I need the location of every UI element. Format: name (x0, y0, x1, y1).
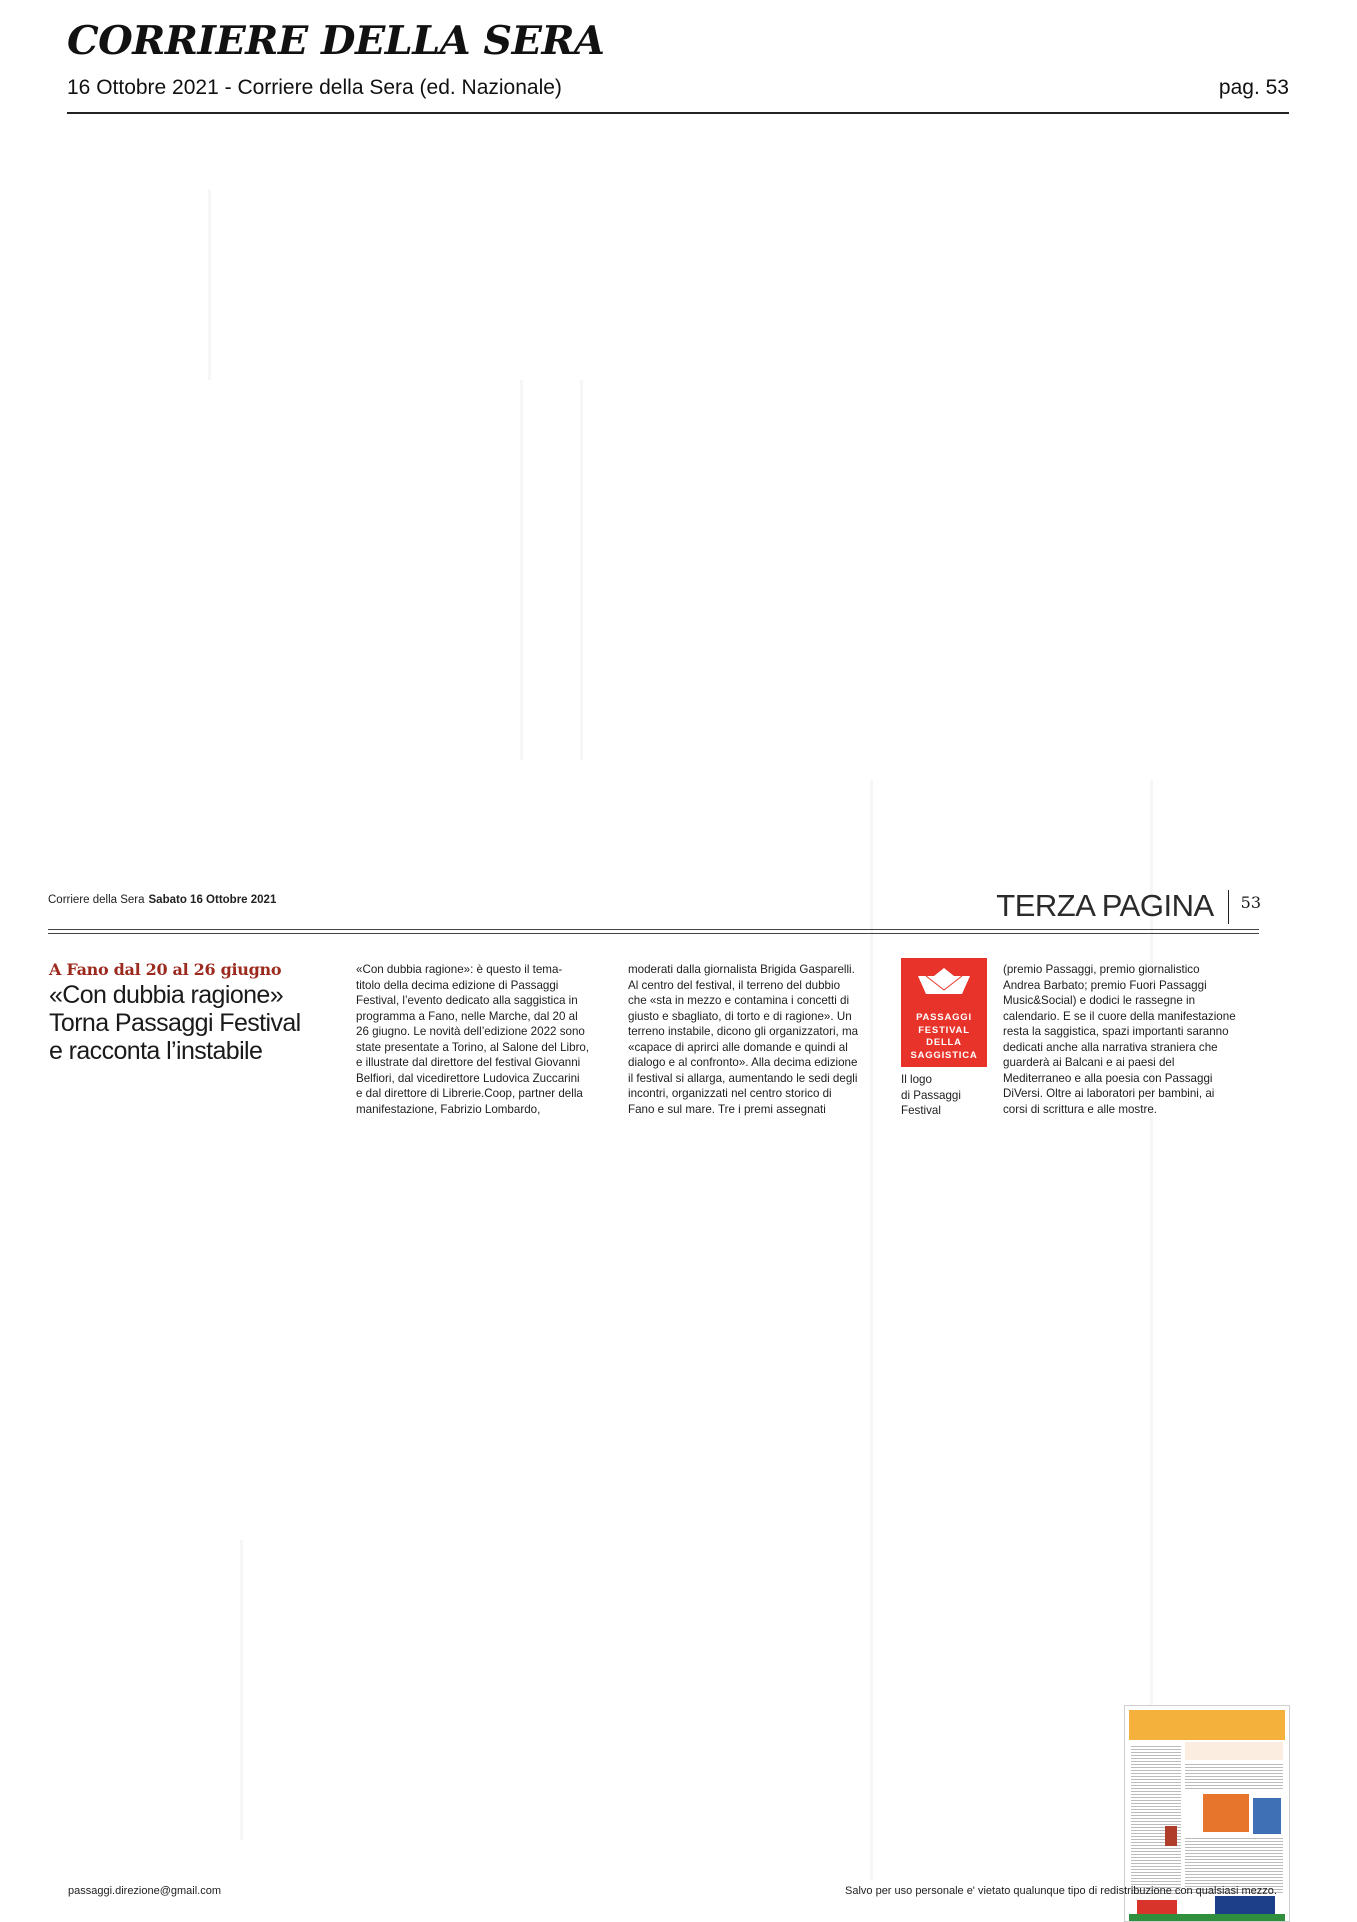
footer-email: passaggi.direzione@gmail.com (68, 1885, 222, 1897)
article-column-2 (628, 962, 884, 1117)
strip-rule (48, 929, 1259, 930)
article-column-1 (356, 962, 612, 1117)
text-line: 26 giugno. Le novità dell’edizione 2022 sono (356, 1025, 585, 1038)
caption-line: Il logo (901, 1073, 932, 1086)
thumbnail-text-block (1131, 1746, 1181, 1896)
page-label: pag. 53 (1218, 76, 1289, 99)
text-line: Andrea Barbato; premio Fuori Passaggi (1003, 978, 1207, 992)
headline-line: Torna Passaggi Festival (49, 1009, 301, 1037)
article-column-3 (1003, 962, 1265, 1117)
paper-date: Sabato 16 Ottobre 2021 (148, 894, 277, 906)
text-line: titolo della decima edizione di Passaggi (356, 978, 559, 992)
text-line: dialogo e al confronto». Alla decima edizione (628, 1056, 858, 1069)
text-line: «Con dubbia ragione»: è questo il tema- (356, 963, 563, 976)
text-line: «capace di aprirci alle domande e quindi al (628, 1040, 848, 1054)
article-kicker: A Fano dal 20 al 26 giugno (49, 960, 282, 979)
text-line: Music&Social) e dodici le rassegne in (1003, 994, 1196, 1007)
caption-line: di Passaggi (901, 1088, 961, 1102)
scan-ghost-mark (208, 190, 211, 380)
text-line: giusto e sbagliato, di torto e di ragione». Un (628, 1009, 852, 1023)
headline-line: «Con dubbia ragione» (49, 981, 284, 1009)
headline-line: e racconta l’instabile (49, 1037, 263, 1065)
text-line: dedicati anche alla narrativa straniera che (1003, 1040, 1218, 1054)
text-line: il festival si allarga, aumentando le sedi degli (628, 1071, 858, 1085)
text-line: incontri, organizzati nel centro storico di (628, 1087, 832, 1100)
thumbnail-image (1165, 1826, 1177, 1846)
logo-wordmark (901, 1012, 987, 1062)
text-line: Festival, l’evento dedicato alla saggistica in (356, 994, 578, 1007)
logo-line: SAGGISTICA (910, 1049, 978, 1061)
newspaper-logo: CORRIERE DELLA SERA (67, 18, 605, 64)
thumbnail-banner (1129, 1710, 1285, 1740)
paper-date-line (48, 894, 276, 906)
text-line: programma a Fano, nelle Marche, dal 20 al (356, 1009, 578, 1023)
article-headline (49, 981, 339, 1065)
thumbnail-image (1253, 1798, 1281, 1834)
scan-ghost-mark (240, 1540, 243, 1840)
thumbnail-image (1203, 1794, 1249, 1832)
text-line: corsi di scrittura e alle mostre. (1003, 1102, 1157, 1116)
scan-ghost-mark (1150, 780, 1153, 1780)
text-line: (premio Passaggi, premio giornalistico (1003, 963, 1200, 976)
passaggi-festival-logo (901, 958, 987, 1067)
thumbnail-text-block (1185, 1764, 1283, 1790)
edition-info: 16 Ottobre 2021 - Corriere della Sera (ed. Nazionale) (67, 76, 562, 99)
section-page-number: 53 (1240, 893, 1261, 912)
logo-caption (901, 1072, 961, 1119)
logo-line: FESTIVAL (918, 1024, 970, 1036)
text-line: e illustrate dal direttore del festival Giovanni (356, 1056, 581, 1069)
text-line: DiVersi. Oltre ai laboratori per bambini, ai (1003, 1087, 1215, 1100)
scan-ghost-mark (520, 380, 523, 760)
logo-line: DELLA (926, 1037, 962, 1048)
paper-name: Corriere della Sera (48, 894, 145, 906)
text-line: moderati dalla giornalista Brigida Gasparelli. (628, 963, 855, 976)
footer-notice: Salvo per uso personale e' vietato qualunque tipo di redistribuzione con qualsiasi mezzo. (845, 1885, 1277, 1897)
strip-rule (48, 933, 1259, 934)
text-line: che «sta in mezzo e contamina i concetti di (628, 994, 850, 1007)
text-line: guarderà ai Balcani e ai paesi del (1003, 1056, 1175, 1069)
text-line: Belfiori, dal vicedirettore Ludovica Zuccarini (356, 1071, 580, 1085)
text-line: state presentate a Torino, al Salone del Libro, (356, 1040, 590, 1054)
scan-ghost-mark (870, 780, 873, 1880)
scan-ghost-mark (580, 380, 583, 760)
text-line: Al centro del festival, il terreno del dubbio (628, 978, 841, 992)
text-line: Fano e sul mare. Tre i premi assegnati (628, 1102, 826, 1116)
header-divider (67, 112, 1289, 114)
section-separator (1228, 890, 1229, 924)
section-heading (996, 888, 1261, 928)
text-line: calendario. E se il cuore della manifestazione (1003, 1009, 1236, 1023)
text-line: terreno instabile, dicono gli organizzatori, ma (628, 1025, 859, 1038)
logo-line: PASSAGGI (916, 1012, 972, 1023)
text-line: manifestazione, Fabrizio Lombardo, (356, 1102, 541, 1116)
caption-line: Festival (901, 1104, 941, 1117)
thumbnail-headline (1185, 1742, 1283, 1760)
paper-boat-icon (916, 968, 972, 998)
text-line: resta la saggistica, spazi importanti saranno (1003, 1025, 1229, 1038)
section-name: TERZA PAGINA (996, 888, 1214, 923)
text-line: e dal direttore di Librerie.Coop, partner della (356, 1087, 583, 1100)
text-line: Mediterraneo e alla poesia con Passaggi (1003, 1071, 1213, 1085)
